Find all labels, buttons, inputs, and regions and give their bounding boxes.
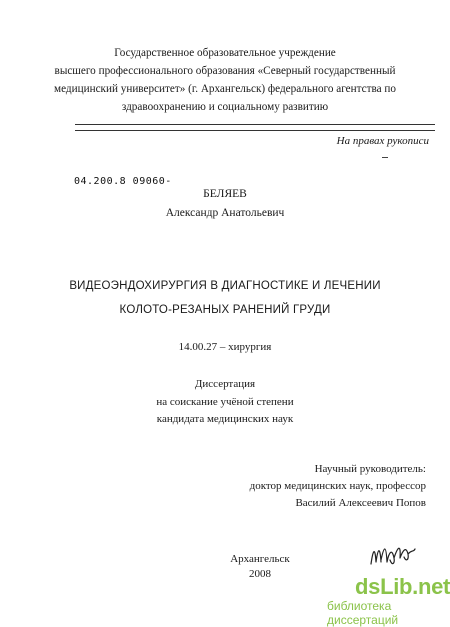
- dissertation-line: кандидата медицинских наук: [156, 413, 294, 425]
- institution-line: Государственное образовательное учреждение: [114, 47, 336, 59]
- year: 2008: [249, 568, 271, 580]
- watermark: [327, 574, 450, 627]
- stamp-tick: -: [165, 176, 172, 187]
- place-and-year: [200, 552, 320, 582]
- rights-notice: На правах рукописи: [336, 135, 429, 147]
- header-divider-thick: [75, 130, 435, 131]
- author-first-names: Александр Анатольевич: [165, 207, 285, 219]
- thesis-title-line-2: КОЛОТО-РЕЗАНЫХ РАНЕНИЙ ГРУДИ: [119, 304, 331, 316]
- supervisor-line: доктор медицинских наук, профессор: [249, 480, 426, 492]
- institution-line: здравоохранению и социальному развитию: [121, 101, 329, 113]
- watermark-logo: dsLib.net: [355, 574, 450, 599]
- small-dash-mark: [382, 157, 388, 158]
- stamp-number: 04.200.8 09060: [74, 176, 166, 187]
- signature-icon: [368, 540, 418, 570]
- city: Архангельск: [230, 553, 290, 565]
- dissertation-block: [0, 376, 450, 429]
- header-divider-thin: [75, 124, 435, 125]
- supervisor-line: Научный руководитель:: [314, 463, 426, 475]
- specialty-code: 14.00.27 – хирургия: [178, 341, 272, 353]
- watermark-subtitle: библиотека диссертаций: [327, 599, 399, 627]
- institution-line: высшего профессионального образования «Северный государственный: [54, 65, 396, 77]
- supervisor-line: Василий Алексеевич Попов: [295, 497, 426, 509]
- institution-line: медицинский университет» (г. Архангельск) федерального агентства по: [54, 83, 396, 95]
- supervisor-block: [250, 461, 426, 512]
- dissertation-line: Диссертация: [194, 378, 256, 390]
- registration-stamp: [74, 176, 172, 187]
- thesis-title-line-1: ВИДЕОЭНДОХИРУРГИЯ В ДИАГНОСТИКЕ И ЛЕЧЕНИИ: [69, 280, 381, 292]
- institution-block: [0, 44, 450, 116]
- author-last-name: БЕЛЯЕВ: [203, 188, 247, 200]
- dissertation-line: на соискание учёной степени: [156, 395, 294, 408]
